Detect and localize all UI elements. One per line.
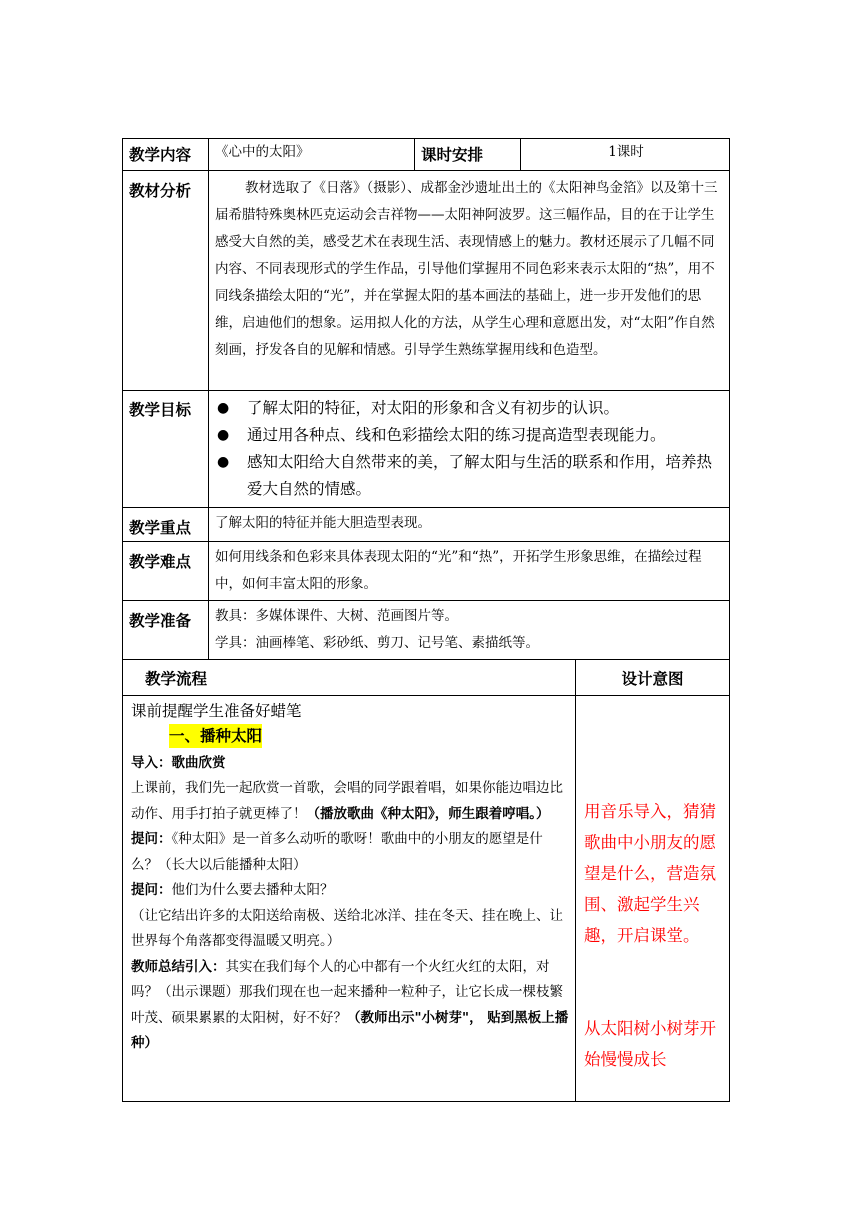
flow-cell xyxy=(123,696,576,1102)
difficulty-row xyxy=(123,542,730,601)
analysis-text: 教材选取了《日落》（摄影）、成都金沙遗址出土的《太阳神鸟金箔》以及第十三届希腊特殊奥林匹克运动会吉祥物——太阳神阿波罗。这三幅作品，目的在于让学生感受大自然的美，感受艺术在表现生活、表现情感上的魅力。教材还展示了几幅不同内容、不同表现形式的学生作品，引导他们掌握用不同色彩来表示太阳的“热”，用不同线条描绘太阳的“光”，并在掌握太阳的基本画法的基础上，进一步开发他们的思维，启迪他们的想象。运用拟人化的方法，从学生心理和意愿出发，对“太阳”作自然刻画，抒发各自的见解和情感。引导学生熟练掌握用线和色造型。 xyxy=(215,180,718,358)
intro-label: 导入：歌曲欣赏 xyxy=(131,754,226,771)
analysis-label: 教材分析 xyxy=(123,171,209,391)
intent-note: 用音乐导入，猜猜歌曲中小朋友的愿望是什么，营造氛围、激起学生兴趣，开启课堂。 xyxy=(584,802,716,945)
intent-header: 设计意图 xyxy=(576,660,730,696)
flow-header: 教学流程 xyxy=(123,660,576,696)
goals-label: 教学目标 xyxy=(123,391,209,508)
lesson-plan-table xyxy=(122,138,730,1102)
bullet-icon: ● xyxy=(217,454,230,470)
bullet-icon: ● xyxy=(217,400,230,416)
difficulty-text: 如何用线条和色彩来具体表现太阳的“光”和“热”，开拓学生形象思维，在描绘过程中，如何丰富太阳的形象。 xyxy=(209,542,730,601)
paragraph: 上课前，我们先一起欣赏一首歌，会唱的同学跟着唱，如果你能边唱边比动作、用手打拍子就更棒了！（播放歌曲《种太阳》，师生跟着哼唱。） xyxy=(131,780,563,822)
analysis-cell xyxy=(209,171,730,391)
goal-item: ● 感知太阳给大自然带来的美，了解太阳与生活的联系和作用，培养热爱大自然的情感。 xyxy=(217,449,725,503)
focus-label: 教学重点 xyxy=(123,508,209,542)
question: 提问：他们为什么要去播种太阳？ xyxy=(131,882,334,898)
goals-list xyxy=(209,391,729,507)
focus-row xyxy=(123,508,730,542)
schedule-value: 1课时 xyxy=(521,139,730,171)
content-row xyxy=(123,139,730,171)
flow-row xyxy=(123,696,730,1102)
intent-cell xyxy=(576,696,730,1102)
prep-label: 教学准备 xyxy=(123,601,209,660)
content-label: 教学内容 xyxy=(123,139,209,171)
goal-item: ● 通过用各种点、线和色彩描绘太阳的练习提高造型表现能力。 xyxy=(217,422,725,449)
analysis-row xyxy=(123,171,730,391)
difficulty-label: 教学难点 xyxy=(123,542,209,601)
bullet-icon: ● xyxy=(217,427,230,443)
goals-row xyxy=(123,391,730,508)
prep-teacher: 教具：多媒体课件、大树、范画图片等。 xyxy=(215,608,458,624)
prep-row xyxy=(123,601,730,660)
focus-text: 了解太阳的特征并能大胆造型表现。 xyxy=(209,508,730,542)
prep-cell xyxy=(209,601,730,660)
flow-header-row xyxy=(123,660,730,696)
pre-note: 课前提醒学生准备好蜡笔 xyxy=(131,702,302,720)
goal-item: ● 了解太阳的特征，对太阳的形象和含义有初步的认识。 xyxy=(217,395,725,422)
schedule-label: 课时安排 xyxy=(415,139,521,171)
intent-note: 从太阳树小树芽开始慢慢成长 xyxy=(584,1019,716,1069)
content-value: 《心中的太阳》 xyxy=(209,139,415,171)
section-heading: 一、播种太阳 xyxy=(169,724,262,748)
prep-student: 学具：油画棒笔、彩砂纸、剪刀、记号笔、素描纸等。 xyxy=(215,635,539,651)
goals-cell xyxy=(209,391,730,508)
question: 提问：《种太阳》是一首多么动听的歌呀！歌曲中的小朋友的愿望是什么？（长大以后能播种太阳） xyxy=(131,831,543,873)
paragraph: （让它结出许多的太阳送给南极、送给北冰洋、挂在冬天、挂在晚上、让世界每个角落都变得温暖又明亮。） xyxy=(131,907,563,949)
summary: 教师总结引入：其实在我们每个人的心中都有一个火红火红的太阳，对吗？（出示课题）那我们现在也一起来播种一粒种子，让它长成一棵枝繁叶茂、硕果累累的太阳树，好不好？（教师出示"小树芽"， 贴到黑板上播种） xyxy=(131,958,569,1051)
